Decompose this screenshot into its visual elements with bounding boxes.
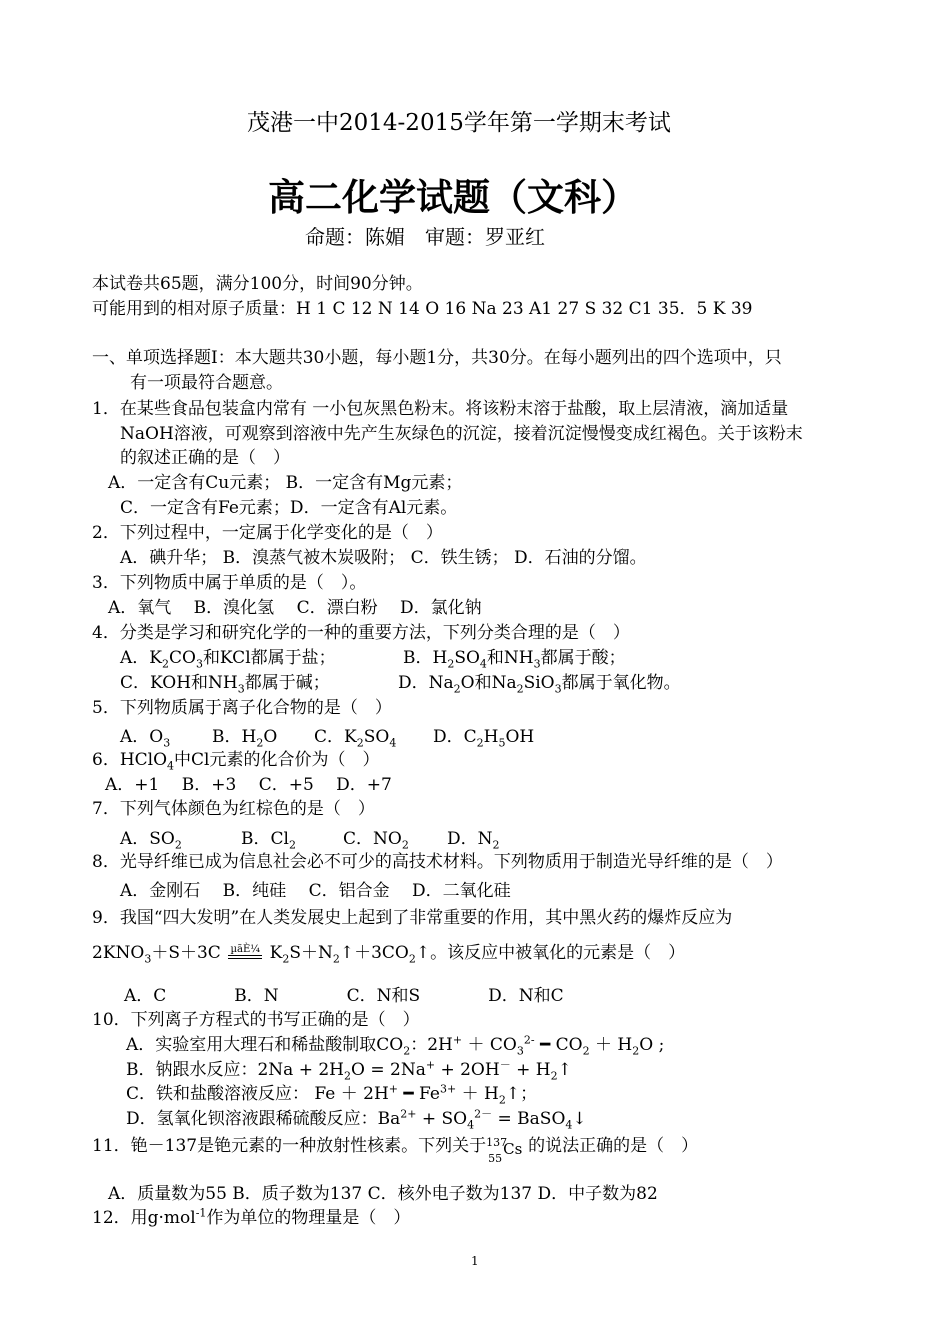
page-number: 1 — [471, 1254, 479, 1268]
intro-line-2: 可能用到的相对原子质量：H 1 C 12 N 14 O 16 Na 23 A1 27 S 32 C1 35．5 K 39 — [92, 299, 753, 319]
question-10-option-b: B．钠跟水反应：$2Na + 2H_2O = 2Na^+ + 2OH^-$ + $H_2↑$ — [126, 1058, 572, 1083]
question-3-options: A．氧气 B．溴化氢 C．漂白粉 D．氯化钠 — [108, 598, 482, 618]
section-heading: 一、单项选择题Ⅰ：本大题共30小题，每小题1分，共30分。在每小题列出的四个选项中，只 — [92, 348, 782, 368]
question-5-option-d: D．$C_2H_5OH$ — [433, 727, 535, 750]
question-4-option-c: C．KOH和$NH_3$都属于碱； — [120, 673, 330, 696]
question-1-stem-cont: NaOH溶液，可观察到溶液中先产生灰绿色的沉淀，接着沉淀慢慢变成红褐色。关于该粉末 — [120, 424, 803, 444]
reaction-condition: µãÈ¼ — [226, 944, 264, 959]
authors-line: 命题：陈媚 审题：罗亚红 — [305, 225, 545, 249]
question-6-stem: 6．HClO$_4$中Cl元素的化合价为（ ） — [92, 750, 380, 773]
question-10-option-a: A．实验室用大理石和稀盐酸制取$CO_2$：$2H^+ + CO_3^{2-}$ ━ $CO_2 + H_2O$ ; — [126, 1033, 665, 1058]
question-1-stem: 1．在某些食品包装盒内常有 一小包灰黑色粉末。将该粉末溶于盐酸，取上层清液，滴加适量 — [92, 399, 789, 419]
school-exam-line: 茂港一中2014-2015学年第一学期末考试 — [247, 110, 671, 136]
question-7-stem: 7．下列气体颜色为红棕色的是（ ） — [92, 799, 375, 819]
question-11-options: A．质量数为55 B．质子数为137 C．核外电子数为137 D．中子数为82 — [108, 1184, 658, 1204]
question-5-option-b: B．$H_2O$ — [212, 727, 278, 750]
question-4-stem: 4．分类是学习和研究化学的一种的重要方法，下列分类合理的是（ ） — [92, 623, 630, 643]
question-7-option-d: D．$N_2$ — [447, 829, 500, 852]
question-9-options: A．C B．N C．N和S D．N和C — [124, 986, 564, 1006]
question-5-option-a: A．$O_3$ — [120, 727, 171, 750]
question-4-option-b: B．$H_2SO_4$和$NH_3$都属于酸； — [403, 648, 626, 671]
question-7-option-c: C．$NO_2$ — [343, 829, 409, 852]
question-11-stem: 11．铯－137是铯元素的一种放射性核素。下列关于 137 55 Cs 的说法正确的是（ ） — [92, 1135, 699, 1165]
page-title: 高二化学试题（文科） — [268, 175, 638, 219]
question-2-options: A．碘升华； B．溴蒸气被木炭吸附； C．铁生锈； D．石油的分馏。 — [120, 548, 647, 568]
question-1-options-cd: C．一定含有Fe元素；D．一定含有Al元素。 — [120, 498, 458, 518]
question-4-option-d: D．$Na_2O$和$Na_2SiO_3$都属于氧化物。 — [398, 673, 681, 696]
question-2-stem: 2．下列过程中，一定属于化学变化的是（ ） — [92, 523, 443, 543]
question-5-stem: 5．下列物质属于离子化合物的是（ ） — [92, 698, 392, 718]
intro-line-1: 本试卷共65题，满分100分，时间90分钟。 — [92, 274, 423, 294]
question-5-option-c: C．$K_2SO_4$ — [314, 727, 397, 750]
question-4-option-a: A．$K_2CO_3$和KCl都属于盐； — [120, 648, 336, 671]
question-1-options-ab: A．一定含有Cu元素； B．一定含有Mg元素； — [108, 473, 463, 493]
question-10-option-d: D．氢氧化钡溶液跟稀硫酸反应：$Ba^{2+} + SO_4^{2-}$ = BaSO$_4$↓ — [126, 1107, 587, 1132]
question-8-options: A．金刚石 B．纯硅 C．铝合金 D．二氧化硅 — [120, 881, 511, 901]
question-12-stem: 12．用g·mol$^{-1}$作为单位的物理量是（ ） — [92, 1206, 411, 1228]
question-10-stem: 10．下列离子方程式的书写正确的是（ ） — [92, 1010, 420, 1030]
question-3-stem: 3．下列物质中属于单质的是（ ）。 — [92, 573, 367, 593]
question-9-equation: $2KNO_3+S+3C$ µãÈ¼ $K_2S+N_2↑+3CO_2↑$。该反应中被氧化的元素是（ ） — [92, 943, 686, 966]
question-6-options: A．+1 B．+3 C．+5 D．+7 — [105, 775, 392, 795]
question-9-stem: 9．我国“四大发明”在人类发展史上起到了非常重要的作用，其中黑火药的爆炸反应为 — [92, 908, 733, 928]
cesium-137-nuclide: 137 55 Cs — [486, 1135, 523, 1165]
question-8-stem: 8．光导纤维已成为信息社会必不可少的高技术材料。下列物质用于制造光导纤维的是（ ） — [92, 852, 783, 872]
question-7-option-b: B．$Cl_2$ — [241, 829, 296, 852]
question-10-option-c: C．铁和盐酸溶液反应： Fe ＋ 2H+ ━ $Fe^{3+}$ ＋ $H_2↑$； — [126, 1082, 538, 1107]
question-1-stem-end: 的叙述正确的是（ ） — [120, 448, 290, 468]
section-heading-cont: 有一项最符合题意。 — [130, 373, 283, 393]
question-7-option-a: A．$SO_2$ — [120, 829, 182, 852]
